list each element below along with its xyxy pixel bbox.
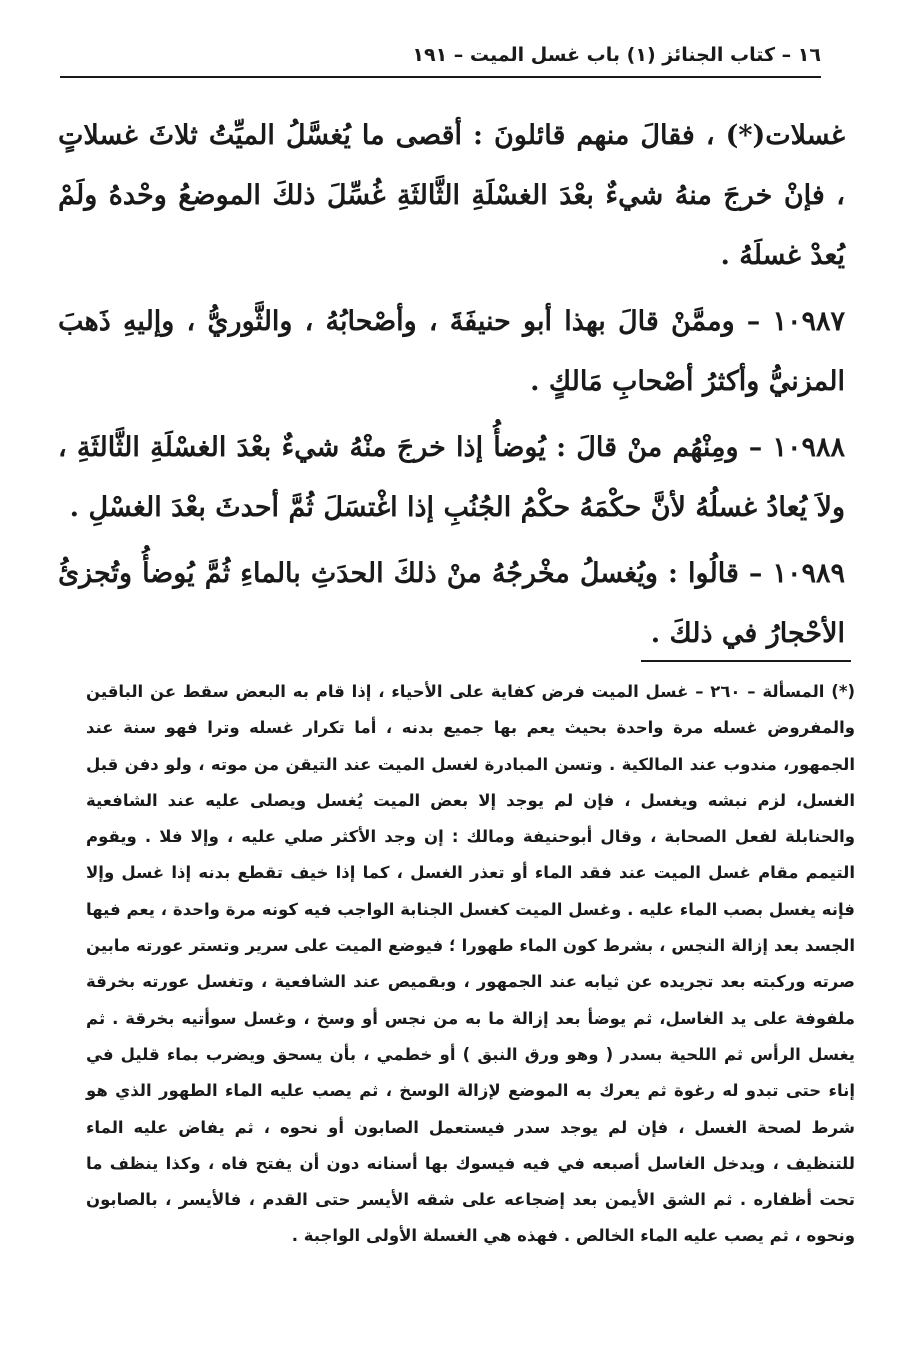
- running-title: ١٦ – كتاب الجنائز (١) باب غسل الميت – ١٩١: [400, 44, 821, 66]
- paragraph-number: ١٠٩٨٧: [772, 306, 845, 337]
- running-header: [60, 40, 821, 78]
- paragraph-text: – ومِنْهُم منْ قالَ : يُوضأُ إذا خرجَ منْهُ شيءٌ بعْدَ الغسْلَةِ الثَّالثَةِ ، ولاَ يُعادُ غسلُهُ لأنَّ حكْمَهُ حكْمُ الجُنُبِ إذا اغْتسَلَ ثُمَّ أحدثَ بعْدَ الغسْلِ .: [58, 432, 845, 523]
- main-paragraph: [58, 106, 845, 286]
- paragraph-text: – وممَّنْ قالَ بهذا أبو حنيفَةَ ، وأصْحابُهُ ، والثَّوريُّ ، وإليهِ ذَهبَ المزنيُّ وأكثرُ أصْحابِ مَالكٍ .: [58, 306, 845, 397]
- footnote-divider: [641, 660, 851, 662]
- paragraph-number: ١٠٩٨٨: [772, 432, 845, 463]
- main-paragraph: [58, 544, 845, 664]
- main-text: [58, 106, 845, 670]
- paragraph-text: غسلات(*) ، فقالَ منهم قائلونَ : أقصى ما يُغسَّلُ الميِّتُ ثلاثَ غسلاتٍ ، فإنْ خرجَ منهُ شيءٌ بعْدَ الغسْلَةِ الثَّالثَةِ غُسِّلَ ذلكَ الموضعُ وحْدهُ ولَمْ يُعدْ غسلَهُ .: [58, 120, 845, 271]
- footnote: [86, 674, 855, 1255]
- footnote-text: غسل الميت فرض كفاية على الأحياء ، إذا قام به البعض سقط عن الباقين والمفروض غسله مرة واحدة بحيث يعم بها جميع بدنه ، أما تكرار غسله وترا فهو سنة عند الجمهور، مندوب عند المالكية . وتسن المبادرة لغسل الميت عند التيقن من موته ، ولو دفن قبل الغسل، لزم نبشه ويغسل ، فإن لم يوجد إلا بعض الميت يُغسل ويصلى عليه عند الشافعية والحنابلة لفعل الصحابة ، وقال أبوحنيفة ومالك : إن وجد الأكثر صلي عليه ، وإلا فلا . ويقوم التيمم مقام غسل الميت عند فقد الماء أو تعذر الغسل ، كما إذا خيف تقطع بدنه إذا غسل وإلا فإنه يغسل بصب الماء عليه . وغسل الميت كغسل الجنابة الواجب فيه كونه مرة واحدة ، يعم فيها الجسد بعد إزالة النجس ، بشرط كون الماء طهورا ؛ فيوضع الميت على سرير وتستر عورته مابين صرته وركبته بعد تجريده عن ثيابه عند الجمهور ، وبقميص عند الشافعية ، وتغسل عورته بخرقة ملفوفة على يد الغاسل، ثم يوضأ بعد إزالة ما به من نجس أو وسخ ، وغسل سوأتيه بخرقة . ثم يغسل الرأس ثم اللحية بسدر ( وهو ورق النبق ) أو خطمي ، بأن يسحق ويضرب بماء قليل في إناء حتى تبدو له رغوة ثم يعرك به الموضع لإزالة الوسخ ، ثم يصب عليه الماء الطهور الذي هو شرط لصحة الغسل ، فإن لم يوجد سدر فيستعمل الصابون أو نحوه ، ثم يفاض عليه الماء للتنظيف ، ويدخل الغاسل أصبعه في فيه فيسوك بها أسنانه دون أن يفتح فاه ، وكذا ينظف ما تحت أظفاره . ثم الشق الأيمن بعد إضجاعه على شقه الأيسر حتى القدم ، فالأيسر ، بالصابون ونحوه ، ثم يصب عليه الماء الخالص . فهذه هي الغسلة الأولى الواجبة .: [86, 682, 855, 1246]
- footnote-marker: (*): [831, 682, 856, 701]
- paragraph-number: ١٠٩٨٩: [772, 558, 846, 589]
- paragraph-text: – قالُوا : ويُغسلُ مخْرجُهُ منْ ذلكَ الحدَثِ بالماءِ ثُمَّ يُوضأُ وتُجزئُ الأحْجارُ في ذلكَ .: [58, 558, 845, 649]
- main-paragraph: [58, 292, 845, 412]
- main-paragraph: [58, 418, 845, 538]
- footnote-heading: المسألة – ٢٦٠ –: [695, 682, 825, 701]
